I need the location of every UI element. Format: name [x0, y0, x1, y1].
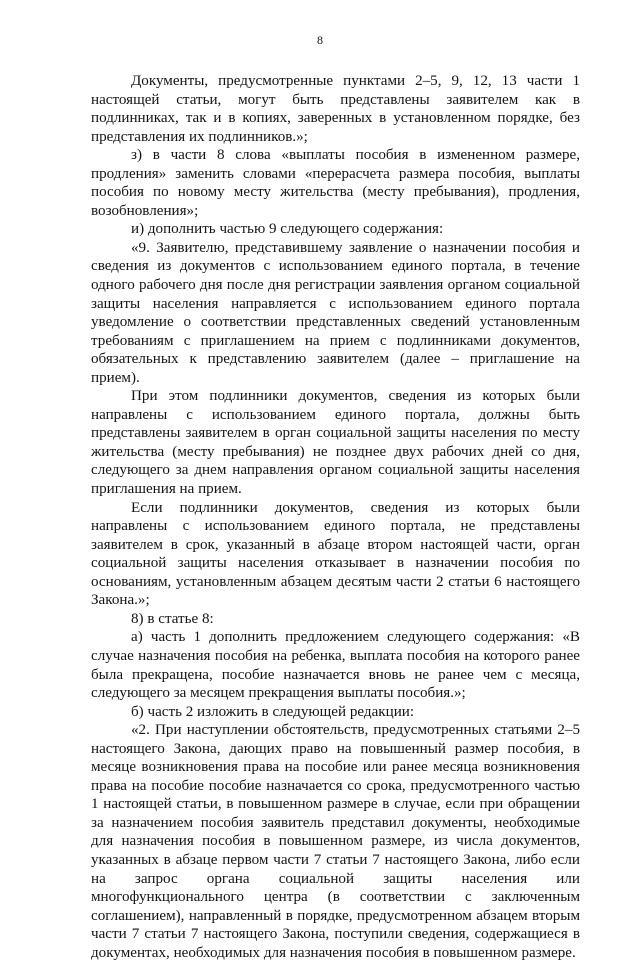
- document-body: [91, 72, 580, 962]
- paragraph-item-a: а) часть 1 дополнить предложением следующего содержания: «В случае назначения пособия на ребенка, выплата пособия на которого ранее была прекращена, пособие назначается вновь не ранее чем с месяца, следующего за месяцем прекращения выплаты пособия.»;: [91, 629, 580, 702]
- paragraph-part-9: «9. Заявителю, представившему заявление о назначении пособия и сведения из документов с использованием единого портала, в течение одного рабочего дня после дня регистрации заявления органом социальной защиты населения направляется с использованием единого портала уведомление о соответствии представленных сведений установленным требованиям с приглашением на прием с подлинниками документов, обязательных к представлению заявителем (далее – приглашение на прием).: [91, 239, 580, 386]
- paragraph-part-2: «2. При наступлении обстоятельств, предусмотренных статьями 2–5 настоящего Закона, дающих право на повышенный размер пособия, в месяце возникновения права на пособие или ранее месяца возникновения права на пособие пособие назначается со срока, предусмотренного частью 1 настоящей статьи, в повышенном размере в случае, если при обращении за назначением пособия заявитель представил документы, необходимые для назначения пособия в повышенном размере, из числа документов, указанных в абзаце первом части 7 статьи 7 настоящего Закона, либо если на запрос органа социальной защиты населения или многофункционального центра (в соответствии с заключенным соглашением), направленный в порядке, предусмотренном абзацем вторым части 7 статьи 7 настоящего Закона, поступили сведения, содержащиеся в документах, необходимых для назначения пособия в повышенном размере.: [91, 722, 580, 961]
- paragraph-originals-submission: При этом подлинники документов, сведения из которых были направлены с использованием единого портала, должны быть представлены заявителем в орган социальной защиты населения по месту жительства (месту пребывания) не позднее двух рабочих дней со дня, следующего за днем направления органом социальной защиты населения приглашения на прием.: [91, 388, 580, 498]
- paragraph-article-8: 8) в статье 8:: [131, 610, 214, 627]
- paragraph-documents-originals: Документы, предусмотренные пунктами 2–5, 9, 12, 13 части 1 настоящей статьи, могут быть представлены заявителем как в подлинниках, так и в копиях, заверенных в установленном порядке, без представления их подлинников.»;: [91, 73, 580, 145]
- paragraph-refusal: Если подлинники документов, сведения из которых были направлены с использованием единого портала, не представлены заявителем в срок, указанный в абзаце втором настоящей части, орган социальной защиты населения отказывает в назначении пособия по основаниям, установленным абзацем десятым части 2 статьи 6 настоящего Закона.»;: [91, 499, 580, 609]
- paragraph-item-z: з) в части 8 слова «выплаты пособия в измененном размере, продления» заменить словами «перерасчета размера пособия, выплаты пособия по новому месту жительства (месту пребывания), продления, возобновления»;: [91, 147, 580, 219]
- page-number: 8: [317, 33, 323, 47]
- paragraph-item-i: и) дополнить частью 9 следующего содержания:: [131, 221, 444, 238]
- paragraph-item-b: б) часть 2 изложить в следующей редакции:: [131, 703, 415, 720]
